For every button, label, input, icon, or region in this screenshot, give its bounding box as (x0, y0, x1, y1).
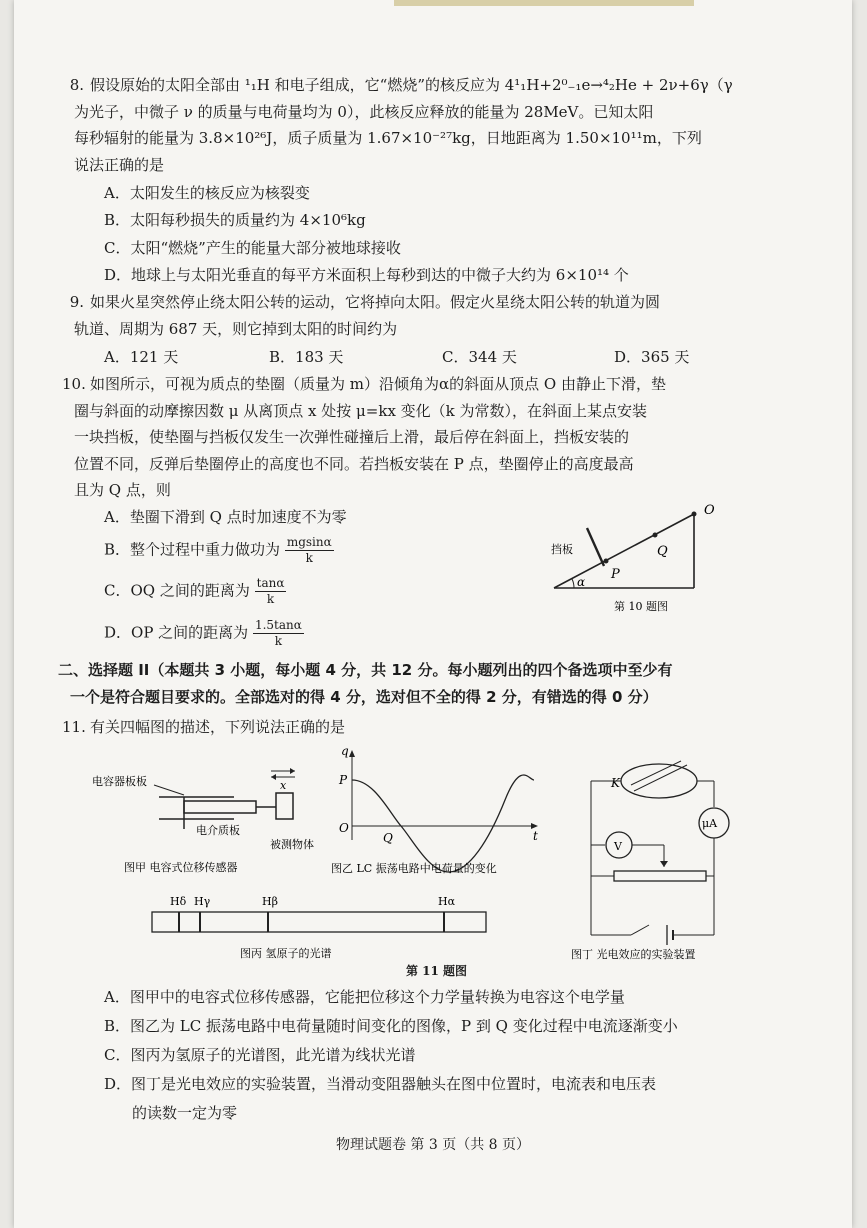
q11-option-a: A．图甲中的电容式位移传感器，它能把位移这个力学量转换为电容这个电学量 (104, 988, 625, 1006)
q-point-label: Q (383, 831, 393, 845)
q8-line4: 说法正确的是 (74, 155, 165, 174)
q-axis-label: q (341, 744, 349, 758)
label-p: P (611, 567, 620, 582)
label-h-gamma: Hγ (194, 895, 211, 908)
label-h-beta: Hβ (262, 895, 278, 908)
x-arrow-left-head (271, 774, 276, 780)
figure-10-incline (539, 500, 749, 618)
frac-denominator: k (266, 592, 275, 606)
binding-shadow (394, 0, 694, 6)
q10-option-c-text: C．OQ 之间的距离为 (104, 581, 250, 600)
exam-page (14, 0, 852, 1228)
q10-option-c (104, 576, 286, 607)
q8-line3: 每秒辐射的能量为 3.8×10²⁶J，质子质量为 1.67×10⁻²⁷kg，日地距离为 1.50×10¹¹m，下列 (74, 129, 702, 147)
figure-d-photoelectric-setup (569, 755, 759, 970)
figure-c-caption: 图丙 氢原子的光谱 (240, 947, 332, 960)
label-h-delta: Hδ (170, 895, 187, 908)
q10-option-d-text: D．OP 之间的距离为 (104, 623, 249, 642)
figure-a-caption: 图甲 电容式位移传感器 (124, 861, 238, 874)
q8-line1: 8. 假设原始的太阳全部由 ¹₁H 和电子组成，它“燃烧”的核反应为 4¹₁H+2⁰₋₁e→⁴₂He + 2ν+6γ（γ (62, 72, 822, 99)
frac-denominator: k (274, 634, 283, 648)
measured-object (276, 793, 293, 819)
figure-b-caption: 图乙 LC 振荡电路中电荷量的变化 (331, 862, 497, 875)
q-axis-arrow (349, 750, 355, 757)
figure-11-caption: 第 11 题图 (406, 964, 468, 978)
p-label: P (339, 773, 348, 787)
q10-option-d (104, 618, 304, 649)
question-number: 9. (69, 293, 84, 311)
switch-blade (631, 925, 649, 935)
o-label: O (339, 821, 349, 835)
q8-line2: 为光子，中微子 ν 的质量与电荷量均为 0），此核反应释放的能量为 28MeV。已知太阳 (74, 102, 654, 121)
voltmeter-label: V (614, 840, 622, 853)
figure-10-caption: 第 10 题图 (614, 600, 668, 613)
q10-option-a: A．垫圈下滑到 Q 点时加速度不为零 (104, 508, 347, 526)
figure-d-caption: 图丁 光电效应的实验装置 (571, 948, 696, 961)
q10-option-d-fraction (253, 618, 304, 649)
spectrum-bar (152, 912, 486, 932)
q8-option-a: A．太阳发生的核反应为核裂变 (104, 184, 310, 202)
label-h-alpha: Hα (438, 895, 456, 908)
pointer-line (154, 785, 184, 795)
label-alpha: α (577, 575, 586, 589)
dielectric-slab (184, 801, 256, 813)
q10-line3: 一块挡板，使垫圈与挡板仅发生一次弹性碰撞后上滑，最后停在斜面上，挡板安装的 (74, 428, 630, 446)
point-p-dot (604, 559, 609, 564)
q11-stem: 11. 有关四幅图的描述，下列说法正确的是 (62, 714, 822, 741)
figure-b-lc-oscillation (319, 740, 564, 880)
phototube (621, 764, 697, 798)
question-number: 11. (62, 718, 86, 736)
baffle-board (587, 528, 604, 566)
q10-option-b-fraction (285, 535, 334, 566)
question-9 (62, 289, 822, 342)
q9-option-c: C．344 天 (442, 348, 517, 366)
plate-label: 电容器板板 (92, 775, 147, 788)
page-footer: 物理试题卷 第 3 页（共 8 页） (335, 1137, 531, 1153)
q8-option-d: D．地球上与太阳光垂直的每平方米面积上每秒到达的中微子大约为 6×10¹⁴ 个 (104, 266, 629, 284)
angle-arc (572, 579, 574, 588)
charge-curve (352, 775, 534, 872)
figure-c-hydrogen-spectrum (144, 885, 514, 970)
figure-a-capacitive-sensor (84, 755, 344, 880)
question-11 (62, 714, 822, 741)
cathode-label: K (611, 776, 620, 790)
q10-option-b-text: B．整个过程中重力做功为 (104, 540, 281, 559)
dielectric-label: 电介质板 (196, 824, 240, 837)
frac-numerator: tanα (256, 576, 285, 590)
q9-line1: 9. 如果火星突然停止绕太阳公转的运动，它将掉向太阳。假定火星绕太阳公转的轨道为圆 (62, 289, 822, 316)
q9-option-b: B．183 天 (269, 348, 344, 366)
q11-option-d-line2: 的读数一定为零 (132, 1104, 238, 1122)
q11-option-b: B．图乙为 LC 振荡电路中电荷量随时间变化的图像，P 到 Q 变化过程中电流逐渐变小 (104, 1017, 678, 1035)
question-number: 8. (69, 76, 84, 94)
question-8 (62, 72, 822, 178)
q11-option-d-line1: D．图丁是光电效应的实验装置，当滑动变阻器触头在图中位置时，电流表和电压表 (104, 1075, 657, 1093)
q10-option-b (104, 535, 334, 566)
object-label: 被测物体 (270, 838, 314, 851)
q8-option-c: C．太阳“燃烧”产生的能量大部分被地球接收 (104, 239, 401, 257)
q8-option-b: B．太阳每秒损失的质量约为 4×10⁶kg (104, 211, 366, 229)
question-10 (62, 371, 822, 504)
q10-line4: 位置不同，反弹后垫圈停止的高度也不同。若挡板安装在 P 点，垫圈停止的高度最高 (74, 454, 634, 473)
frac-numerator: 1.5tanα (254, 618, 302, 632)
x-label: x (280, 779, 287, 792)
q9-line2: 轨道、周期为 687 天，则它掉到太阳的时间约为 (74, 319, 398, 338)
slider-contact (660, 861, 668, 867)
incline-surface (554, 514, 694, 588)
light-ray-2 (634, 765, 687, 791)
label-q: Q (657, 544, 668, 559)
section-2-line1: 二、选择题 II（本题共 3 小题，每小题 4 分，共 12 分。每小题列出的四个备选项中至少有 (58, 661, 673, 679)
rheostat (614, 871, 706, 881)
x-arrow-right-head (290, 768, 295, 774)
label-board: 挡板 (551, 543, 573, 556)
q9-option-a: A．121 天 (104, 348, 179, 366)
label-o: O (704, 503, 715, 518)
t-axis-label: t (533, 829, 538, 843)
microammeter-label: μA (702, 817, 718, 830)
point-o-dot (692, 512, 697, 517)
section-2-header (58, 657, 838, 711)
frac-denominator: k (305, 551, 313, 565)
frac-numerator: mgsinα (286, 535, 332, 549)
q10-line1: 10. 如图所示，可视为质点的垫圈（质量为 m）沿倾角为α的斜面从顶点 O 由静止下滑，垫 (62, 371, 822, 398)
point-q-dot (653, 533, 658, 538)
q10-line5: 且为 Q 点，则 (74, 481, 171, 499)
section-2-line2: 一个是符合题目要求的。全部选对的得 4 分，选对但不全的得 2 分，有错选的得 0 分） (70, 688, 658, 706)
q9-option-d: D．365 天 (614, 348, 690, 366)
q11-option-c: C．图丙为氢原子的光谱图，此光谱为线状光谱 (104, 1046, 416, 1064)
q10-line2: 圈与斜面的动摩擦因数 μ 从离顶点 x 处按 μ=kx 变化（k 为常数），在斜面上某点安装 (74, 401, 648, 420)
question-number: 10. (62, 375, 86, 393)
q10-option-c-fraction (255, 576, 287, 607)
